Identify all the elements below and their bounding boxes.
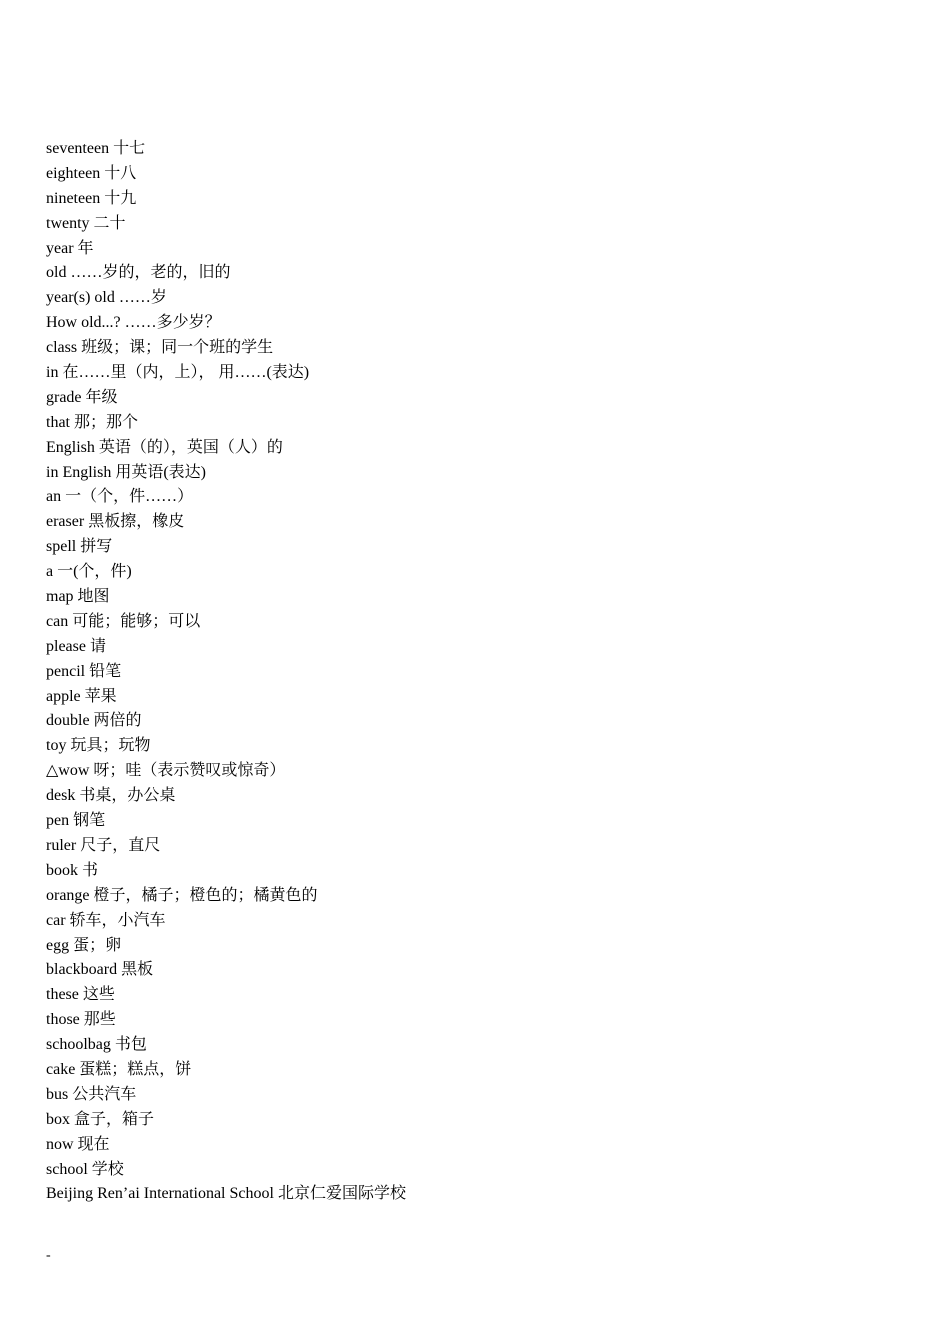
vocab-entry: bus 公共汽车	[46, 1085, 137, 1103]
vocab-entry: map 地图	[46, 588, 110, 606]
vocab-entry: schoolbag 书包	[46, 1036, 147, 1054]
vocab-entry: year 年	[46, 239, 94, 257]
vocab-entry: cake 蛋糕；糕点，饼	[46, 1060, 192, 1078]
vocab-entry: orange 橙子，橘子；橙色的；橘黄色的	[46, 886, 318, 904]
vocab-entry: twenty 二十	[46, 214, 126, 232]
vocab-entry: a 一(个，件)	[46, 563, 132, 581]
vocab-entry: double 两倍的	[46, 712, 142, 730]
vocab-entry: eighteen 十八	[46, 164, 137, 182]
vocab-entry: blackboard 黑板	[46, 961, 154, 979]
vocab-entry: in 在……里（内，上）， 用……(表达)	[46, 364, 310, 382]
vocabulary-list	[46, 137, 406, 1207]
vocab-entry: grade 年级	[46, 388, 118, 406]
vocab-entry: seventeen 十七	[46, 140, 146, 157]
vocab-entry: these 这些	[46, 986, 115, 1004]
vocab-entry: English 英语（的），英国（人）的	[46, 438, 283, 456]
vocab-entry: egg 蛋；卵	[46, 936, 122, 954]
vocab-entry: an 一（个，件……）	[46, 488, 194, 506]
vocab-entry: old ……岁的，老的，旧的	[46, 264, 231, 282]
vocab-entry: in English 用英语(表达)	[46, 463, 206, 481]
vocab-entry: those 那些	[46, 1011, 116, 1029]
vocab-entry: class 班级；课；同一个班的学生	[46, 339, 274, 357]
vocab-entry: school 学校	[46, 1160, 124, 1178]
vocab-entry: box 盒子，箱子	[46, 1110, 155, 1128]
vocab-entry: nineteen 十九	[46, 189, 137, 207]
vocab-entry: can 可能；能够；可以	[46, 612, 201, 630]
vocab-entry: toy 玩具；玩物	[46, 737, 151, 755]
vocab-entry: △wow 呀；哇（表示赞叹或惊奇）	[46, 762, 286, 780]
vocab-entry: that 那；那个	[46, 413, 138, 431]
vocab-entry: year(s) old ……岁	[46, 289, 167, 307]
vocab-entry: now 现在	[46, 1135, 110, 1153]
vocab-entry: pen 钢笔	[46, 812, 106, 830]
vocab-entry: please 请	[46, 637, 106, 655]
vocab-entry: How old...? ……多少岁？	[46, 314, 221, 332]
page-footer-mark: -	[46, 1248, 51, 1263]
vocab-entry: ruler 尺子，直尺	[46, 836, 161, 854]
vocab-entry: book 书	[46, 861, 99, 879]
vocab-entry: Beijing Ren’ai International School 北京仁爱国际学校	[46, 1185, 406, 1203]
vocab-entry: pencil 铅笔	[46, 662, 122, 680]
vocab-entry: desk 书桌，办公桌	[46, 787, 176, 805]
vocab-entry: spell 拼写	[46, 538, 113, 556]
vocab-entry: car 轿车，小汽车	[46, 911, 166, 929]
vocab-entry: apple 苹果	[46, 687, 117, 705]
vocab-entry: eraser 黑板擦，橡皮	[46, 513, 185, 531]
